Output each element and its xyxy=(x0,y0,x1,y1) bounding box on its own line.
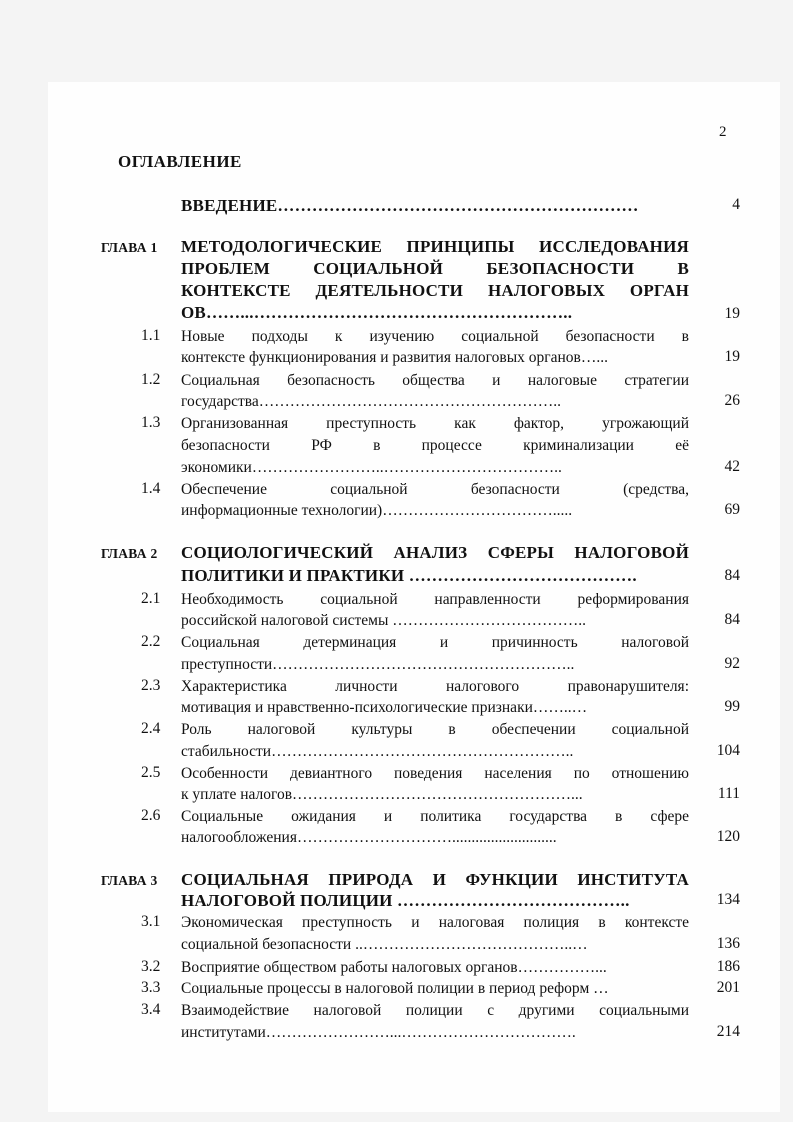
chapter-page: 134 xyxy=(716,891,740,908)
section-number: 2.4 xyxy=(141,720,161,737)
chapter-title-line: КОНТЕКСТЕ ДЕЯТЕЛЬНОСТИ НАЛОГОВЫХ ОРГАН xyxy=(181,281,689,300)
section-title-line: Экономическая преступность и налоговая полиция в контексте xyxy=(181,914,689,931)
section-page: 19 xyxy=(724,348,740,365)
section-page: 136 xyxy=(716,935,740,952)
section-title-line: институтами……………………...……………………………. xyxy=(181,1024,576,1041)
section-number: 2.6 xyxy=(141,807,161,824)
section-number: 3.4 xyxy=(141,1001,161,1018)
section-page: 111 xyxy=(717,785,740,802)
section-title-line: Новые подходы к изучению социальной безопасности в xyxy=(181,328,689,345)
section-title-line: российской налоговой системы ……………………………….. xyxy=(181,612,586,629)
section-title-line: налогообложения…………………………........................... xyxy=(181,829,557,846)
section-title-line: мотивация и нравственно-психологические признаки……..… xyxy=(181,699,588,716)
chapter-title-line: МЕТОДОЛОГИЧЕСКИЕ ПРИНЦИПЫ ИССЛЕДОВАНИЯ xyxy=(181,237,689,256)
section-title-line: Социальные процессы в налоговой полиции в период реформ … xyxy=(181,980,609,997)
section-title-line: к уплате налогов………………………………………………... xyxy=(181,786,583,803)
section-title-line: Организованная преступность как фактор, угрожающий xyxy=(181,415,689,432)
chapter-label: ГЛАВА 1 xyxy=(101,240,158,255)
section-title-line: государства………………………………………………….. xyxy=(181,393,561,410)
section-title-line: Социальные ожидания и политика государства в сфере xyxy=(181,808,689,825)
section-title-line: безопасности РФ в процессе криминализации её xyxy=(181,437,689,454)
section-number: 1.1 xyxy=(141,327,161,344)
chapter-title-line: СОЦИАЛЬНАЯ ПРИРОДА И ФУНКЦИИ ИНСТИТУТА xyxy=(181,870,689,889)
section-title-line: Роль налоговой культуры в обеспечении социальной xyxy=(181,721,689,738)
section-number: 1.2 xyxy=(141,371,161,388)
section-number: 3.2 xyxy=(141,958,161,975)
section-title-line: Характеристика личности налогового правонарушителя: xyxy=(181,678,689,695)
section-title-line: экономики……………………..…………………………….. xyxy=(181,459,562,476)
intro-page: 4 xyxy=(732,196,740,213)
intro-title: ВВЕДЕНИЕ……………………………………………………… xyxy=(181,196,639,215)
chapter-label: ГЛАВА 3 xyxy=(101,873,158,888)
section-number: 1.4 xyxy=(141,480,161,497)
section-number: 2.3 xyxy=(141,677,161,694)
section-number: 2.1 xyxy=(141,590,161,607)
section-page: 99 xyxy=(724,698,740,715)
section-number: 3.1 xyxy=(141,913,161,930)
section-page: 84 xyxy=(724,611,740,628)
section-number: 2.2 xyxy=(141,633,161,650)
section-page: 104 xyxy=(716,742,740,759)
section-title-line: Восприятие обществом работы налоговых органов……………... xyxy=(181,959,607,976)
section-title-line: контексте функционирования и развития налоговых органов…... xyxy=(181,349,608,366)
chapter-title-line: СОЦИОЛОГИЧЕСКИЙ АНАЛИЗ СФЕРЫ НАЛОГОВОЙ xyxy=(181,543,689,562)
section-title-line: Взаимодействие налоговой полиции с другими социальными xyxy=(181,1002,689,1019)
section-title-line: информационные технологии)……………………………..... xyxy=(181,502,573,519)
section-page: 201 xyxy=(716,979,740,996)
chapter-title-line: ОВ……...……………………………………………….. xyxy=(181,303,573,322)
section-title-line: Особенности девиантного поведения населения по отношению xyxy=(181,765,689,782)
chapter-title-line: ПРОБЛЕМ СОЦИАЛЬНОЙ БЕЗОПАСНОСТИ В xyxy=(181,259,689,278)
section-page: 214 xyxy=(716,1023,740,1040)
section-page: 92 xyxy=(724,655,740,672)
section-number: 1.3 xyxy=(141,414,161,431)
section-page: 186 xyxy=(716,958,740,975)
section-title-line: Необходимость социальной направленности реформирования xyxy=(181,591,689,608)
toc-heading: ОГЛАВЛЕНИЕ xyxy=(118,152,242,171)
page-number: 2 xyxy=(719,124,727,140)
section-title-line: Социальная детерминация и причинность налоговой xyxy=(181,634,689,651)
chapter-title-line: ПОЛИТИКИ И ПРАКТИКИ …………………………………. xyxy=(181,566,637,585)
chapter-page: 84 xyxy=(724,567,740,584)
section-page: 26 xyxy=(724,392,740,409)
chapter-label: ГЛАВА 2 xyxy=(101,546,158,561)
chapter-title-line: НАЛОГОВОЙ ПОЛИЦИИ ………………………………….. xyxy=(181,891,630,910)
section-title-line: преступности………………………………………………….. xyxy=(181,656,575,673)
section-page: 69 xyxy=(724,501,740,518)
section-title-line: социальной безопасности ..…………………………………..… xyxy=(181,936,588,953)
section-number: 2.5 xyxy=(141,764,161,781)
section-title-line: Социальная безопасность общества и налоговые стратегии xyxy=(181,372,689,389)
section-title-line: стабильности………………………………………………….. xyxy=(181,743,574,760)
section-page: 42 xyxy=(724,458,740,475)
section-number: 3.3 xyxy=(141,979,161,996)
chapter-page: 19 xyxy=(724,305,740,322)
section-page: 120 xyxy=(716,828,740,845)
section-title-line: Обеспечение социальной безопасности (средства, xyxy=(181,481,689,498)
